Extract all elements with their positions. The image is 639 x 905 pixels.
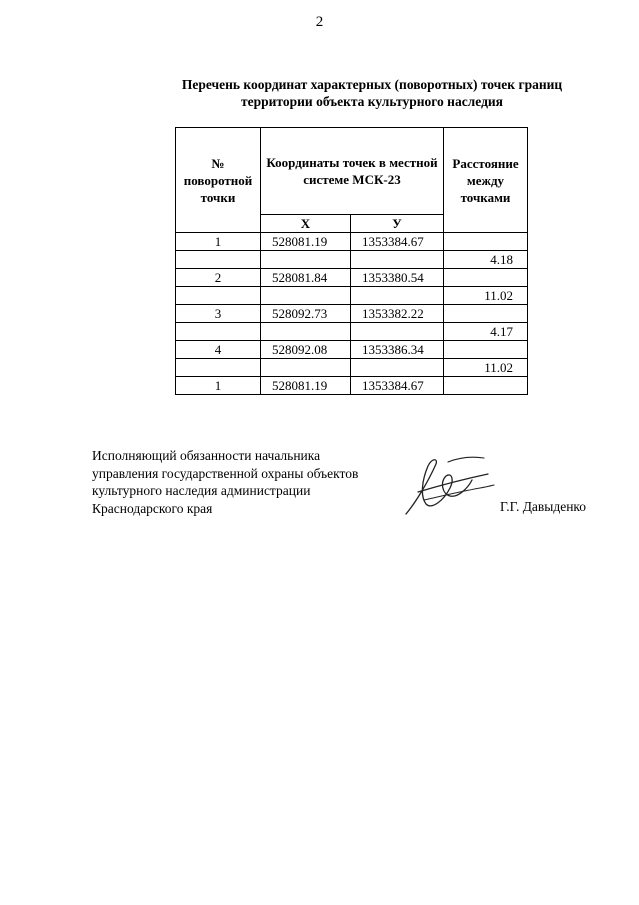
y-coordinate-cell: 1353386.34: [351, 341, 444, 359]
table-row-distance: [176, 359, 528, 377]
distance-cell: 11.02: [444, 287, 528, 305]
coordinates-table: [175, 127, 528, 395]
distance-cell: 11.02: [444, 359, 528, 377]
x-coordinate-cell: 528092.73: [261, 305, 351, 323]
x-coordinate-cell: 528081.84: [261, 269, 351, 287]
point-number-cell: 4: [176, 341, 261, 359]
y-coordinate-cell: 1353382.22: [351, 305, 444, 323]
point-number-cell: 2: [176, 269, 261, 287]
table-row-distance: [176, 323, 528, 341]
header-distance: Расстояние между точками: [444, 128, 528, 233]
position-line-1: Исполняющий обязанности начальника: [92, 448, 321, 463]
title-line-2: территории объекта культурного наследия: [241, 94, 503, 109]
empty-distance-cell: [444, 377, 528, 395]
empty-cell: [351, 287, 444, 305]
table-row-distance: [176, 251, 528, 269]
empty-cell: [351, 251, 444, 269]
point-number-cell: 1: [176, 377, 261, 395]
position-line-2: управления государственной охраны объектов: [92, 465, 359, 481]
distance-cell: 4.18: [444, 251, 528, 269]
title-line-1: Перечень координат характерных (поворотных) точек границ: [181, 77, 563, 92]
header-x: Х: [261, 215, 351, 233]
empty-cell: [176, 323, 261, 341]
table-row-point: [176, 305, 528, 323]
empty-distance-cell: [444, 269, 528, 287]
position-line-4: Краснодарского края: [92, 500, 213, 516]
position-line-3: культурного наследия администрации: [92, 483, 311, 498]
table-row-point: [176, 377, 528, 395]
document-title: [120, 76, 624, 110]
page-number: 2: [315, 14, 324, 30]
distance-cell: 4.17: [444, 323, 528, 341]
table-row-point: [176, 341, 528, 359]
empty-cell: [176, 359, 261, 377]
empty-cell: [261, 251, 351, 269]
empty-cell: [351, 359, 444, 377]
signer-name: Г.Г. Давыденко: [500, 499, 587, 514]
empty-cell: [261, 287, 351, 305]
header-point-number: № поворотной точки: [176, 128, 261, 233]
empty-cell: [176, 287, 261, 305]
y-coordinate-cell: 1353384.67: [351, 377, 444, 395]
signature-position: [92, 447, 412, 517]
empty-cell: [261, 359, 351, 377]
empty-cell: [176, 251, 261, 269]
empty-cell: [261, 323, 351, 341]
x-coordinate-cell: 528092.08: [261, 341, 351, 359]
empty-distance-cell: [444, 233, 528, 251]
empty-distance-cell: [444, 305, 528, 323]
empty-distance-cell: [444, 341, 528, 359]
table-row-distance: [176, 287, 528, 305]
table-row-point: [176, 233, 528, 251]
header-y: У: [351, 215, 444, 233]
handwritten-signature: [398, 452, 498, 522]
table-row-point: [176, 269, 528, 287]
header-coordinates: Координаты точек в местной системе МСК-23: [261, 128, 444, 215]
y-coordinate-cell: 1353380.54: [351, 269, 444, 287]
y-coordinate-cell: 1353384.67: [351, 233, 444, 251]
x-coordinate-cell: 528081.19: [261, 233, 351, 251]
empty-cell: [351, 323, 444, 341]
point-number-cell: 1: [176, 233, 261, 251]
x-coordinate-cell: 528081.19: [261, 377, 351, 395]
point-number-cell: 3: [176, 305, 261, 323]
